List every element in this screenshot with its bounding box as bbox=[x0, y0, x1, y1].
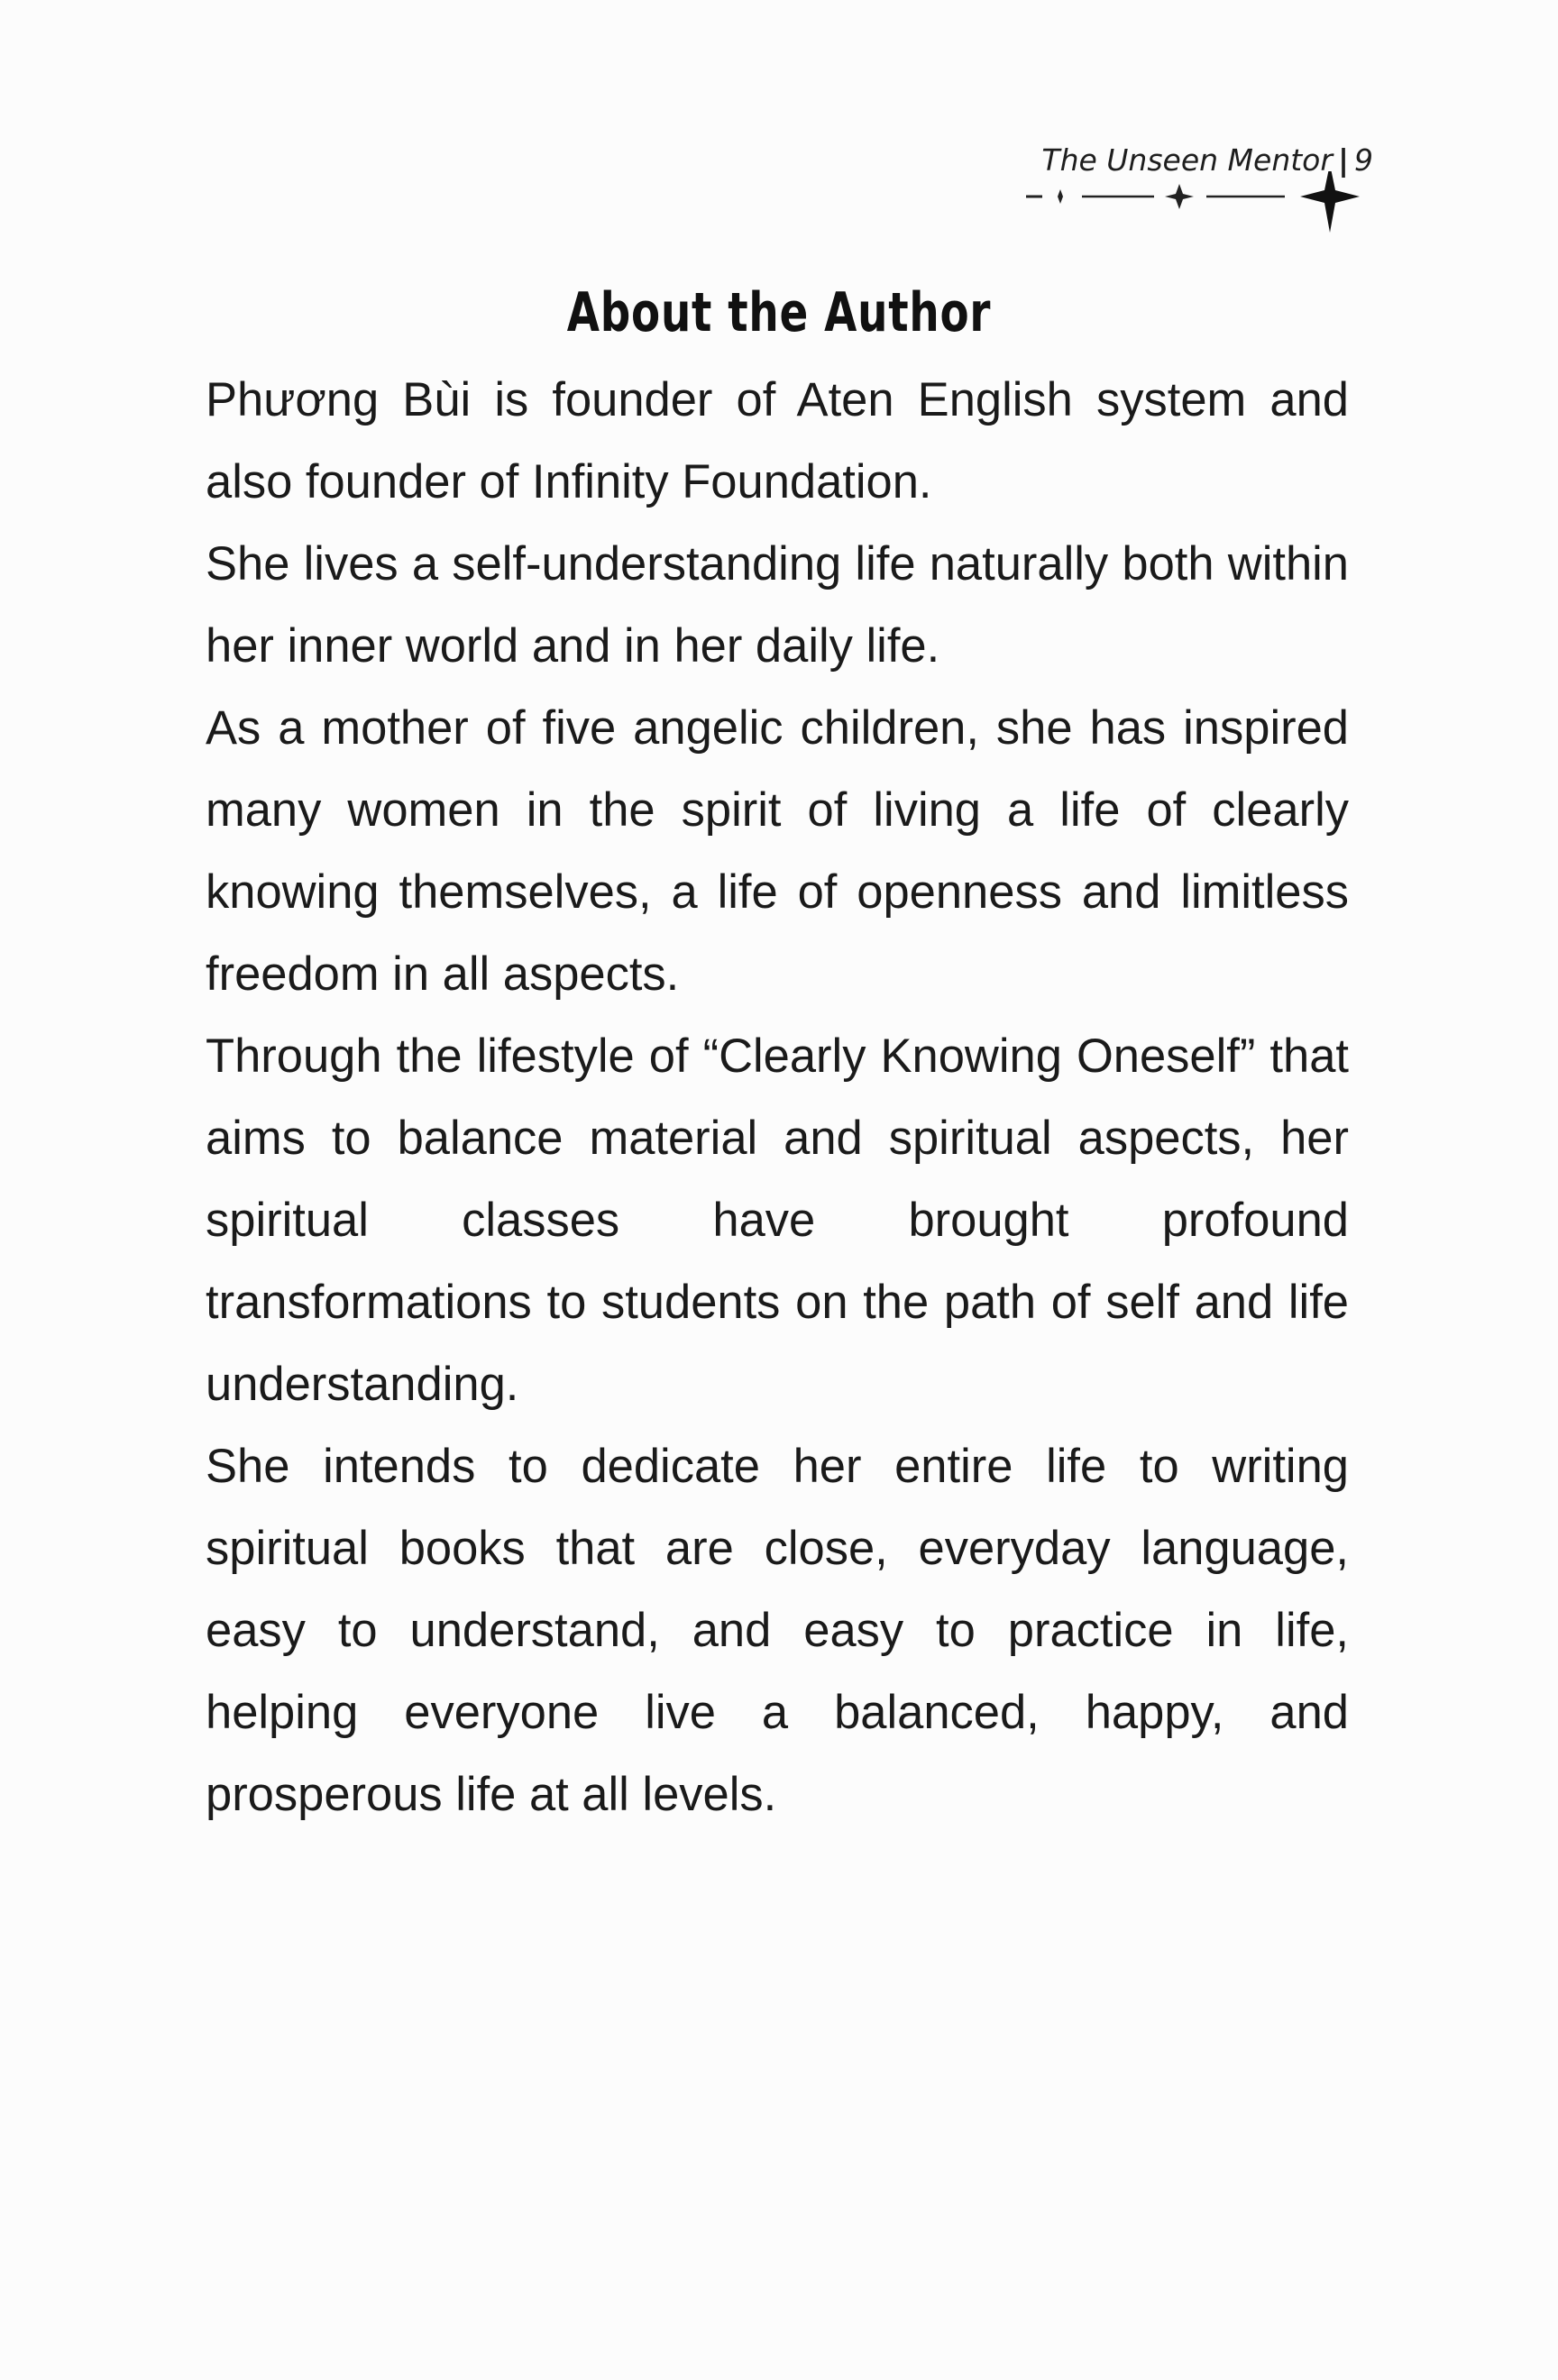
author-biography bbox=[206, 359, 1349, 1835]
running-header-title: The Unseen Mentor bbox=[1041, 142, 1333, 178]
page-title: About the Author bbox=[566, 281, 992, 344]
running-header-separator: | bbox=[1337, 142, 1349, 178]
paragraph-intentions: She intends to dedicate her entire life to writing spiritual books that are close, everyday language, easy to understand, and easy to practice in life, helping everyone live a balanced, happy, and prosperous life at all levels. bbox=[206, 1440, 1349, 1821]
paragraph-lifestyle: She lives a self-understanding life naturally both within her inner world and in her daily life. bbox=[206, 537, 1349, 673]
page-number: 9 bbox=[1354, 142, 1373, 178]
paragraph-classes: Through the lifestyle of “Clearly Knowing Oneself” that aims to balance material and spiritual aspects, her spiritual classes have brought profound transformations to students on the path of self and life understanding. bbox=[206, 1030, 1349, 1411]
star-divider-icon bbox=[1019, 171, 1407, 252]
paragraph-founder: Phương Bùi is founder of Aten English system and also founder of Infinity Foundation. bbox=[206, 373, 1349, 508]
paragraph-mother: As a mother of five angelic children, she has inspired many women in the spirit of living a life of clearly knowing themselves, a life of openness and limitless freedom in all aspects. bbox=[206, 701, 1349, 1001]
